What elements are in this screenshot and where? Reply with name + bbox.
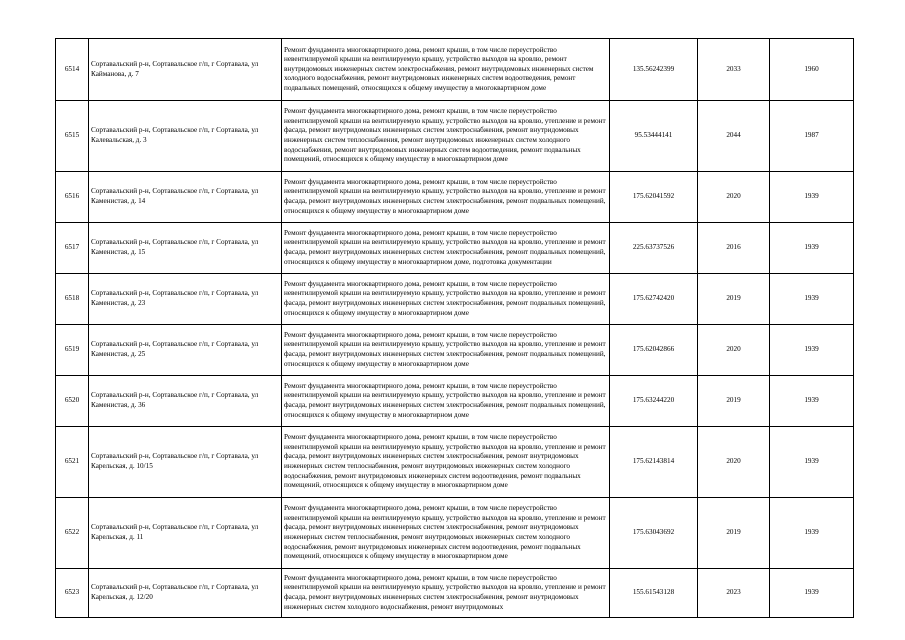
row-area: 175.62143814	[610, 427, 698, 498]
row-number: 6519	[56, 325, 89, 376]
row-year: 2023	[698, 569, 770, 618]
row-year: 2019	[698, 274, 770, 325]
row-address: Сортавальский р-н, Сортавальское г/п, г Сортавала, ул Карельская, д. 12/20	[89, 569, 282, 618]
row-works: Ремонт фундамента многоквартирного дома, ремонт крыши, в том числе переустройство невентилируемой крыши на вентилируемую крышу, устройство выходов на кровлю, ремонт внутридомовых инженерных систем электроснабжения, ремонт внутридомовых инженерных систем холодного водоснабжения, ремонт внутридомовых инженерных систем водоотведения, ремонт подвальных помещений, относящихся к общему имуществу в многоквартирном доме	[282, 39, 610, 101]
row-year: 2020	[698, 172, 770, 223]
row-area: 175.62742420	[610, 274, 698, 325]
row-number: 6522	[56, 498, 89, 569]
row-number: 6516	[56, 172, 89, 223]
row-address: Сортавальский р-н, Сортавальское г/п, г Сортавала, ул Каменистая, д. 25	[89, 325, 282, 376]
row-built: 1939	[770, 172, 854, 223]
row-works: Ремонт фундамента многоквартирного дома, ремонт крыши, в том числе переустройство невентилируемой крыши на вентилируемую крышу, устройство выходов на кровлю, утепление и ремонт фасада, ремонт внутридомовых инженерных систем электроснабжения, ремонт внутридомовых инженерных систем теплоснабжения, ремонт внутридомовых инженерных систем холодного водоснабжения, ремонт внутридомовых инженерных систем водоотведения, ремонт подвальных помещений, относящихся к общему имуществу в многоквартирном доме	[282, 498, 610, 569]
table-row	[56, 427, 854, 498]
row-number: 6521	[56, 427, 89, 498]
row-year: 2020	[698, 325, 770, 376]
row-built: 1960	[770, 39, 854, 101]
table-row	[56, 498, 854, 569]
row-address: Сортавальский р-н, Сортавальское г/п, г Сортавала, ул Каймановa, д. 7	[89, 39, 282, 101]
row-year: 2016	[698, 223, 770, 274]
row-works: Ремонт фундамента многоквартирного дома, ремонт крыши, в том числе переустройство невентилируемой крыши на вентилируемую крышу, устройство выходов на кровлю, утепление и ремонт фасада, ремонт внутридомовых инженерных систем электроснабжения, ремонт подвальных помещений, относящихся к общему имуществу в многоквартирном доме	[282, 274, 610, 325]
row-address: Сортавальский р-н, Сортавальское г/п, г Сортавала, ул Каменистая, д. 15	[89, 223, 282, 274]
table-row	[56, 39, 854, 101]
table-row	[56, 223, 854, 274]
row-area: 95.53444141	[610, 101, 698, 172]
row-built: 1939	[770, 427, 854, 498]
row-area: 135.56242399	[610, 39, 698, 101]
row-number: 6520	[56, 376, 89, 427]
row-number: 6514	[56, 39, 89, 101]
row-built: 1939	[770, 325, 854, 376]
row-works: Ремонт фундамента многоквартирного дома, ремонт крыши, в том числе переустройство невентилируемой крыши на вентилируемую крышу, устройство выходов на кровлю, утепление и ремонт фасада, ремонт внутридомовых инженерных систем электроснабжения, ремонт внутридомовых инженерных систем холодного водоснабжения, ремонт внутридомовых	[282, 569, 610, 618]
row-address: Сортавальский р-н, Сортавальское г/п, г Сортавала, ул Калевальская, д. 3	[89, 101, 282, 172]
row-address: Сортавальский р-н, Сортавальское г/п, г Сортавала, ул Каменистая, д. 36	[89, 376, 282, 427]
row-works: Ремонт фундамента многоквартирного дома, ремонт крыши, в том числе переустройство невентилируемой крыши на вентилируемую крышу, устройство выходов на кровлю, утепление и ремонт фасада, ремонт внутридомовых инженерных систем электроснабжения, ремонт подвальных помещений, относящихся к общему имуществу в многоквартирном доме, подготовка документации	[282, 223, 610, 274]
row-number: 6517	[56, 223, 89, 274]
row-built: 1939	[770, 376, 854, 427]
row-area: 175.63244220	[610, 376, 698, 427]
row-number: 6523	[56, 569, 89, 618]
row-built: 1939	[770, 498, 854, 569]
row-area: 175.63043692	[610, 498, 698, 569]
row-works: Ремонт фундамента многоквартирного дома, ремонт крыши, в том числе переустройство невентилируемой крыши на вентилируемую крышу, устройство выходов на кровлю, утепление и ремонт фасада, ремонт внутридомовых инженерных систем электроснабжения, ремонт подвальных помещений, относящихся к общему имуществу в многоквартирном доме	[282, 172, 610, 223]
row-works: Ремонт фундамента многоквартирного дома, ремонт крыши, в том числе переустройство невентилируемой крыши на вентилируемую крышу, устройство выходов на кровлю, утепление и ремонт фасада, ремонт внутридомовых инженерных систем электроснабжения, ремонт подвальных помещений, относящихся к общему имуществу в многоквартирном доме	[282, 376, 610, 427]
row-area: 175.62041592	[610, 172, 698, 223]
row-address: Сортавальский р-н, Сортавальское г/п, г Сортавала, ул Каменистая, д. 23	[89, 274, 282, 325]
table-row	[56, 376, 854, 427]
row-address: Сортавальский р-н, Сортавальское г/п, г Сортавала, ул Карельская, д. 11	[89, 498, 282, 569]
row-works: Ремонт фундамента многоквартирного дома, ремонт крыши, в том числе переустройство невентилируемой крыши на вентилируемую крышу, устройство выходов на кровлю, утепление и ремонт фасада, ремонт внутридомовых инженерных систем электроснабжения, ремонт подвальных помещений, относящихся к общему имуществу в многоквартирном доме	[282, 325, 610, 376]
capital-repair-table	[55, 38, 854, 618]
row-year: 2019	[698, 498, 770, 569]
row-year: 2033	[698, 39, 770, 101]
table-row	[56, 569, 854, 618]
row-year: 2044	[698, 101, 770, 172]
row-number: 6515	[56, 101, 89, 172]
row-built: 1939	[770, 274, 854, 325]
row-area: 225.63737526	[610, 223, 698, 274]
row-built: 1939	[770, 569, 854, 618]
row-number: 6518	[56, 274, 89, 325]
row-area: 155.61543128	[610, 569, 698, 618]
row-built: 1939	[770, 223, 854, 274]
row-address: Сортавальский р-н, Сортавальское г/п, г Сортавала, ул Каменистая, д. 14	[89, 172, 282, 223]
row-area: 175.62042866	[610, 325, 698, 376]
row-built: 1987	[770, 101, 854, 172]
row-year: 2020	[698, 427, 770, 498]
table-row	[56, 274, 854, 325]
table-row	[56, 101, 854, 172]
row-address: Сортавальский р-н, Сортавальское г/п, г Сортавала, ул Карельская, д. 10/15	[89, 427, 282, 498]
row-year: 2019	[698, 376, 770, 427]
table-row	[56, 325, 854, 376]
table-row	[56, 172, 854, 223]
row-works: Ремонт фундамента многоквартирного дома, ремонт крыши, в том числе переустройство невентилируемой крыши на вентилируемую крышу, устройство выходов на кровлю, утепление и ремонт фасада, ремонт внутридомовых инженерных систем электроснабжения, ремонт внутридомовых инженерных систем теплоснабжения, ремонт внутридомовых инженерных систем холодного водоснабжения, ремонт внутридомовых инженерных систем водоотведения, ремонт подвальных помещений, относящихся к общему имуществу в многоквартирном доме	[282, 427, 610, 498]
row-works: Ремонт фундамента многоквартирного дома, ремонт крыши, в том числе переустройство невентилируемой крыши на вентилируемую крышу, устройство выходов на кровлю, утепление и ремонт фасада, ремонт внутридомовых инженерных систем электроснабжения, ремонт внутридомовых инженерных систем теплоснабжения, ремонт внутридомовых инженерных систем холодного водоснабжения, ремонт внутридомовых инженерных систем водоотведения, ремонт подвальных помещений, относящихся к общему имуществу в многоквартирном доме	[282, 101, 610, 172]
